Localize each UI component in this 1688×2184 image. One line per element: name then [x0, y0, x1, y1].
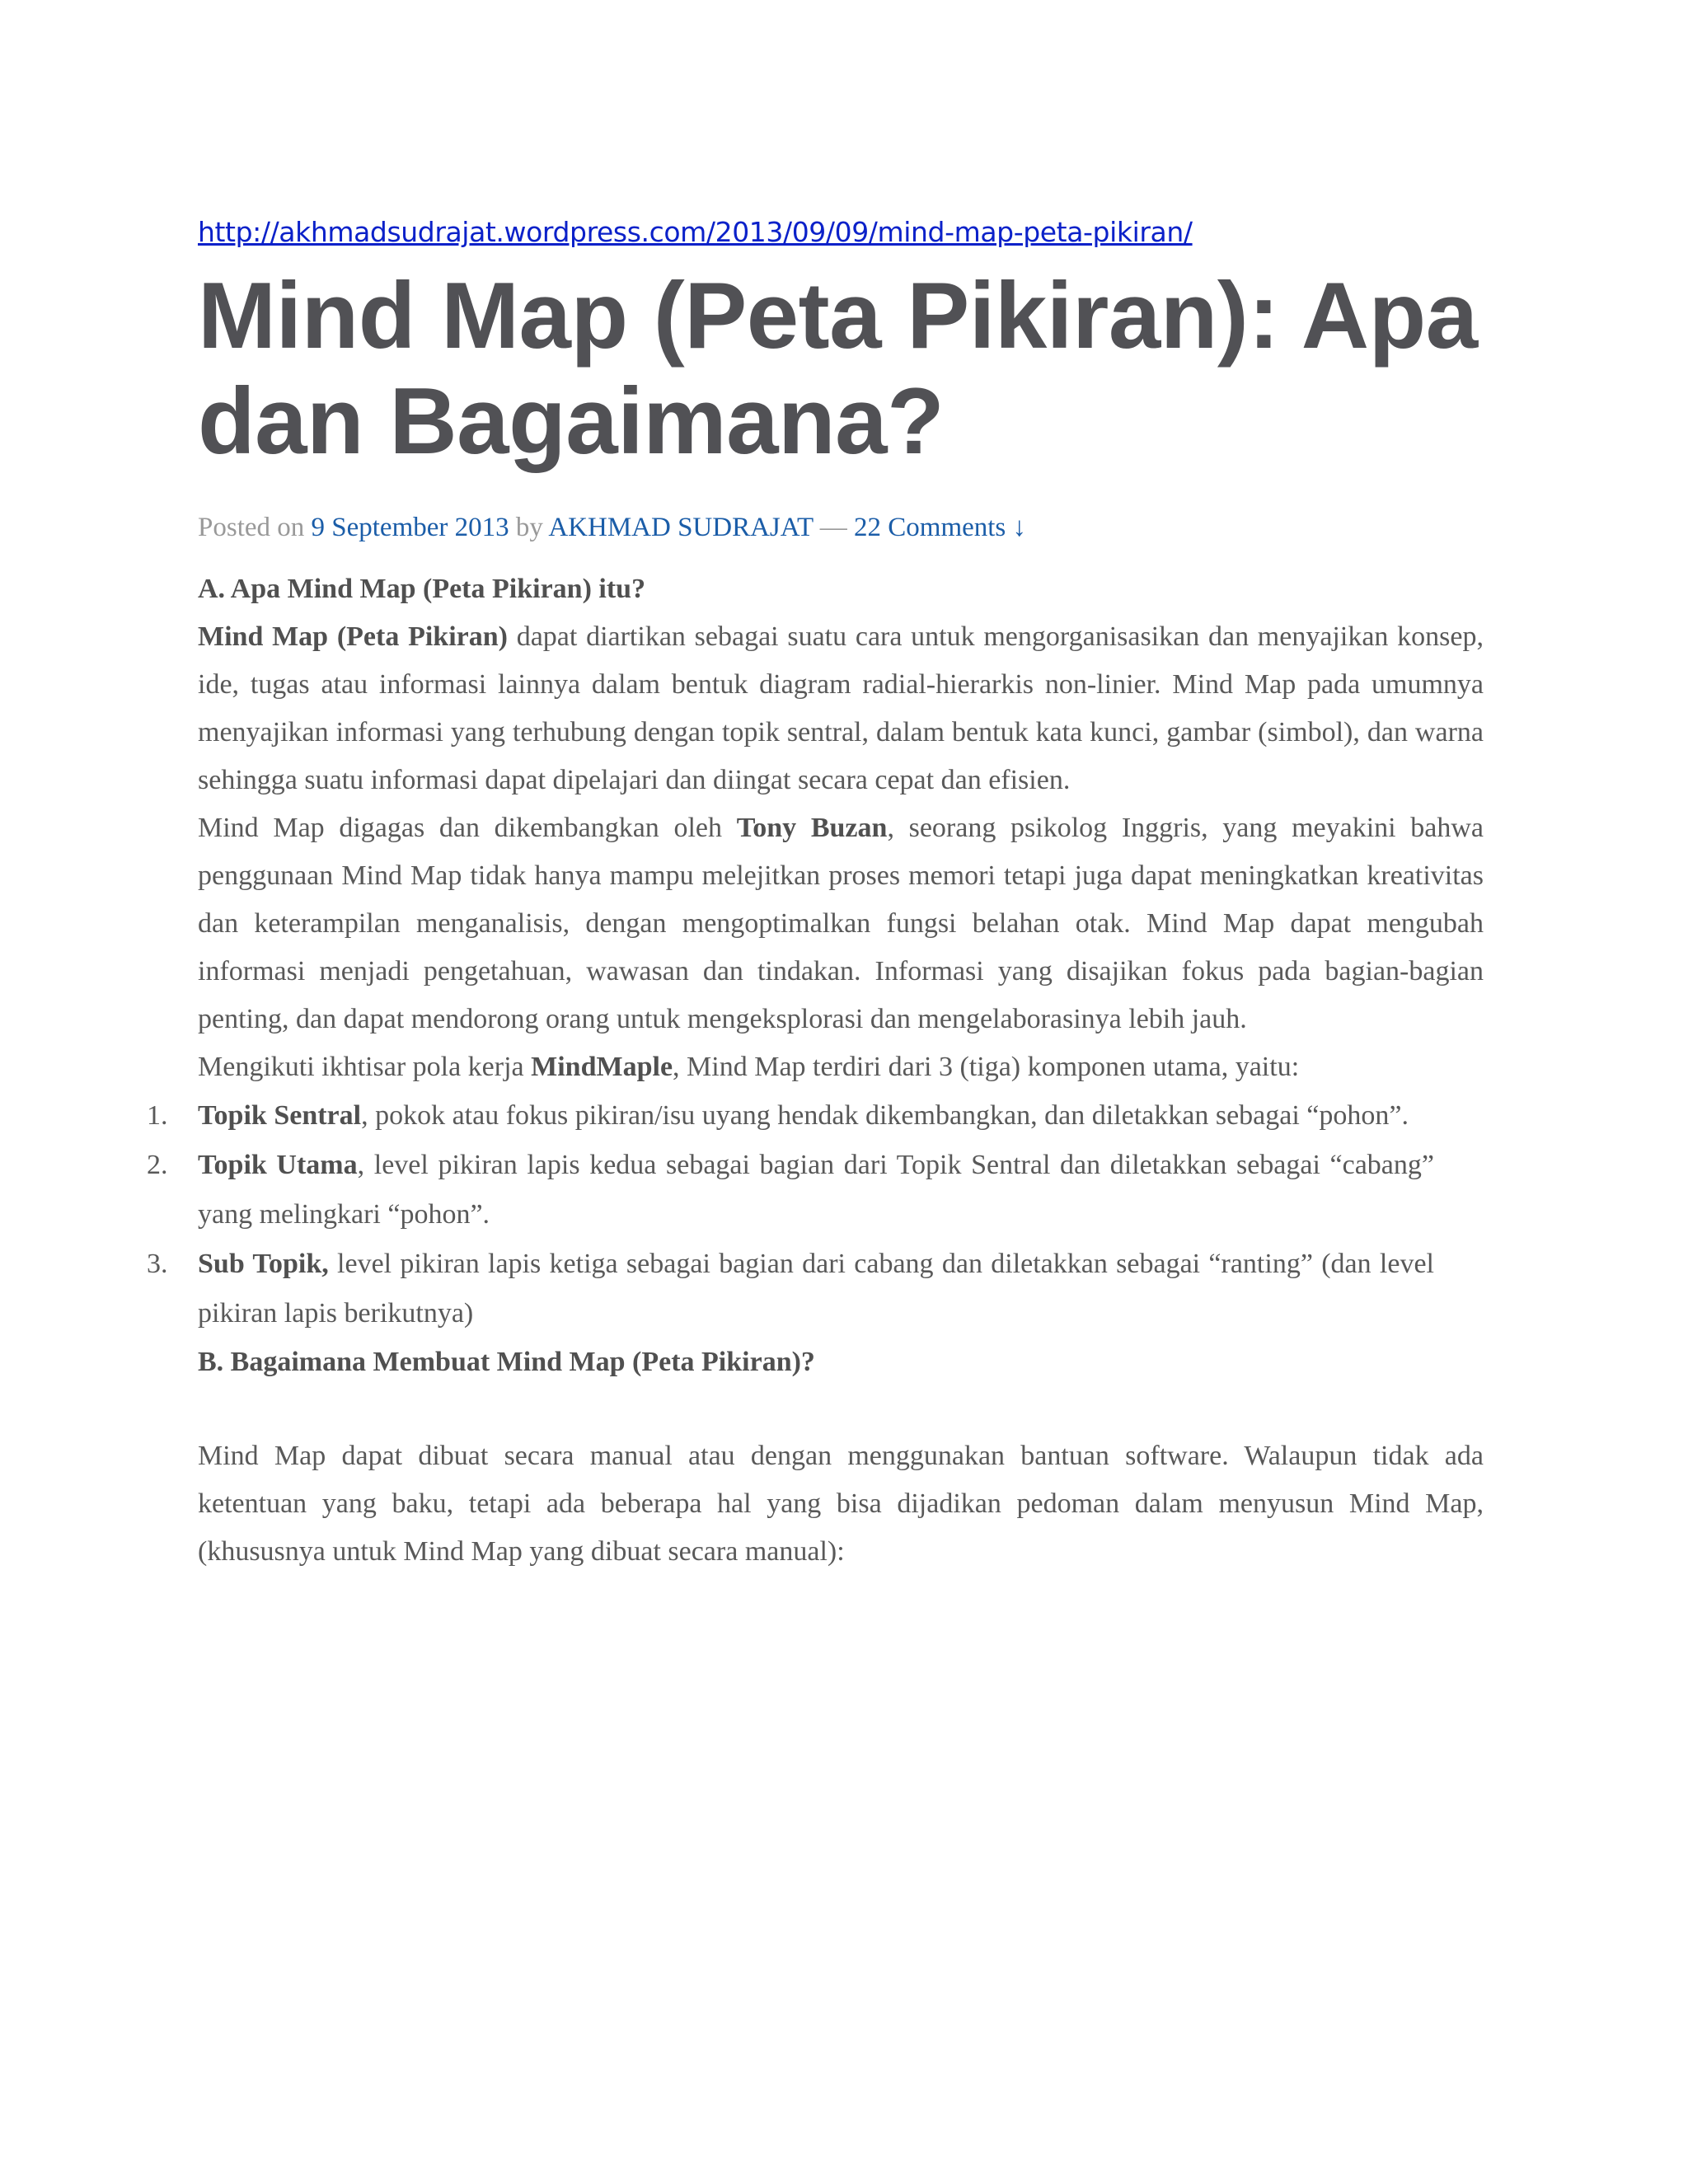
paragraph-origin — [198, 804, 1484, 1043]
list-item-term: Topik Utama — [198, 1150, 358, 1180]
article-title: Mind Map (Peta Pikiran): Apa dan Bagaimana? — [198, 264, 1478, 474]
list-item-text: level pikiran lapis ketiga sebagai bagian dari cabang dan diletakkan sebagai “ranting” (dan level pikiran lapis berikutnya) — [198, 1249, 1434, 1329]
document-content — [147, 213, 1484, 1576]
section-gap — [198, 1386, 1484, 1432]
list-item — [147, 1141, 1434, 1240]
paragraph-components-intro — [198, 1043, 1484, 1091]
definition-text: dapat diartikan sebagai suatu cara untuk mengorganisasikan dan menyajikan konsep, ide, tugas atau informasi lainnya dalam bentuk diagram radial-hierarkis non-linier. Mind Map pada umumnya menyajikan informasi yang terhubung dengan topik sentral, dalam bentuk kata kunci, gambar (simbol), dan warna sehingga suatu informasi dapat dipelajari dan diingat secara cepat dan efisien. — [198, 621, 1484, 795]
list-item-term: Topik Sentral — [198, 1100, 362, 1131]
list-item-text: , pokok atau fokus pikiran/isu uyang hendak dikembangkan, dan diletakkan sebagai “pohon”. — [361, 1100, 1409, 1131]
comments-link[interactable]: 22 Comments ↓ — [854, 513, 1027, 542]
author-link[interactable]: AKHMAD SUDRAJAT — [548, 513, 814, 542]
origin-text-after: , seorang psikolog Inggris, yang meyakini bahwa penggunaan Mind Map tidak hanya mampu melejitkan proses memori tetapi juga dapat meningkatkan kreativitas dan keterampilan menganalisis, dengan mengoptimalkan fungsi belahan otak. Mind Map dapat mengubah informasi menjadi pengetahuan, wawasan dan tindakan. Informasi yang disajikan fokus pada bagian-bagian penting, dan dapat mendorong orang untuk mengeksplorasi dan mengelaborasinya lebih jauh. — [198, 813, 1484, 1034]
origin-text-before: Mind Map digagas dan dikembangkan oleh — [198, 813, 737, 843]
list-item — [147, 1091, 1434, 1141]
post-meta — [198, 508, 1484, 547]
origin-name: Tony Buzan — [736, 813, 888, 843]
meta-separator: — — [813, 513, 855, 542]
section-a-heading: A. Apa Mind Map (Peta Pikiran) itu? — [198, 574, 646, 604]
list-number: 3. — [147, 1249, 168, 1279]
list-item-term: Sub Topik, — [198, 1249, 329, 1279]
components-name: MindMaple — [531, 1052, 673, 1082]
list-number: 1. — [147, 1100, 168, 1131]
paragraph-definition — [198, 613, 1484, 804]
components-list — [147, 1091, 1434, 1338]
definition-term: Mind Map (Peta Pikiran) — [198, 621, 508, 652]
post-date-link[interactable]: 9 September 2013 — [311, 513, 509, 542]
components-text-after: , Mind Map terdiri dari 3 (tiga) komponen utama, yaitu: — [673, 1052, 1300, 1082]
by-label: by — [509, 513, 549, 542]
source-url-link[interactable]: http://akhmadsudrajat.wordpress.com/2013/09/09/mind-map-peta-pikiran/ — [198, 216, 1193, 248]
section-b-heading: B. Bagaimana Membuat Mind Map (Peta Pikiran)? — [198, 1347, 815, 1377]
list-item-text: , level pikiran lapis kedua sebagai bagian dari Topik Sentral dan diletakkan sebagai “cabang” yang melingkari “pohon”. — [198, 1150, 1434, 1230]
list-item — [147, 1240, 1434, 1338]
paragraph-how-to: Mind Map dapat dibuat secara manual atau dengan menggunakan bantuan software. Walaupun tidak ada ketentuan yang baku, tetapi ada beberapa hal yang bisa dijadikan pedoman dalam menyusun Mind Map, (khususnya untuk Mind Map yang dibuat secara manual): — [198, 1441, 1484, 1567]
list-number: 2. — [147, 1150, 168, 1180]
components-text-before: Mengikuti ikhtisar pola kerja — [198, 1052, 532, 1082]
posted-on-label: Posted on — [198, 513, 312, 542]
